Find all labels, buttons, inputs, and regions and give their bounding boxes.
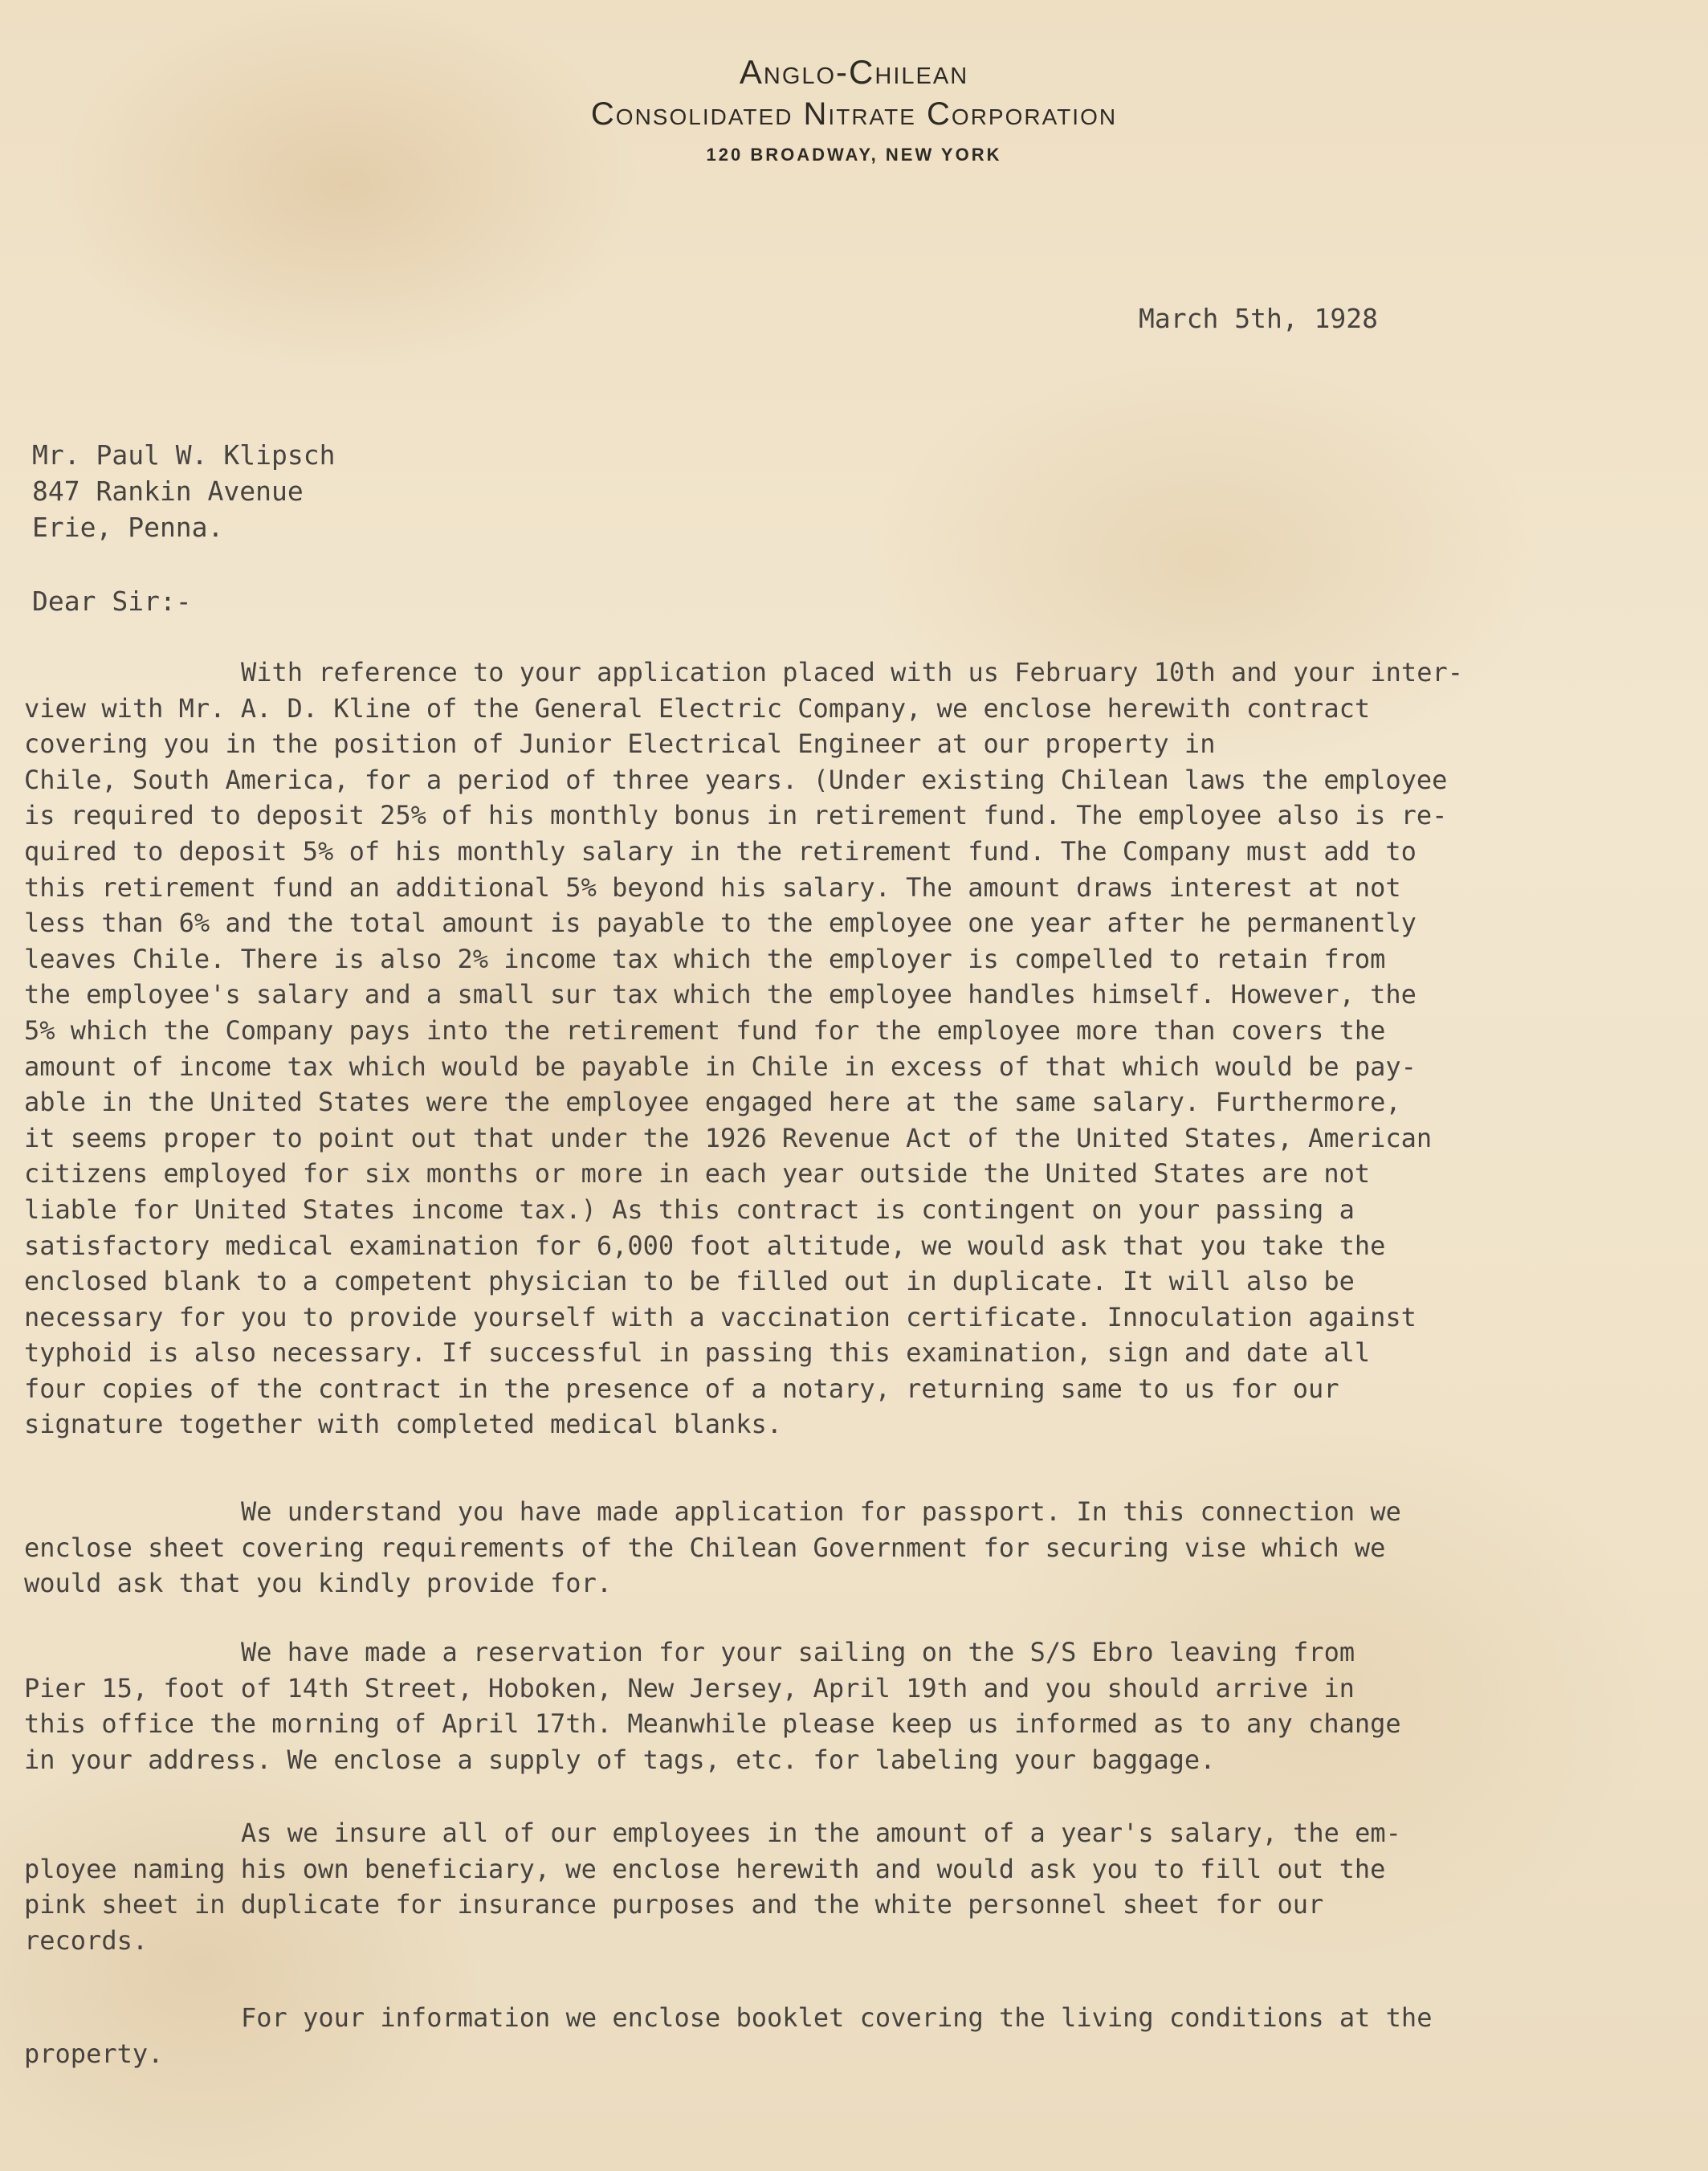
recipient-street: 847 Rankin Avenue (32, 475, 304, 507)
letterhead-company-line-1: Anglo-Chilean (739, 53, 969, 91)
body-paragraph-passport: We understand you have made application for passport. In this connection we enclose sheet covering requirements of the Chilean Government for securing vise which we would ask that you kindly provide for. (24, 1496, 1401, 1599)
letterhead-address: 120 BROADWAY, NEW YORK (706, 145, 1002, 165)
body-paragraph-contract: With reference to your application placed with us February 10th and your inter- view with Mr. A. D. Kline of the General Electric Company, we enclose herewith contract covering you in the position of Junior Electrical Engineer at our property in Chile, South America, for a period of three years. (Under existing Chilean laws the employee is required to deposit 25% of his monthly bonus in retirement fund. The employee also is re- quired to deposit 5% of his monthly salary in the retirement fund. The Company must add to this retirement fund an additional 5% beyond his salary. The amount draws interest at not less than 6% and the total amount is payable to the employee one year after he permanently leaves Chile. There is also 2% income tax which the employer is compelled to retain from the employee's salary and a small sur tax which the employee handles himself. However, the 5% which the Company pays into the retirement fund for the employee more than covers the amount of income tax which would be payable in Chile in excess of that which would be pay- able in the United States were the employee engaged here at the same salary. Furthermore, it seems proper to point out that under the 1926 Revenue Act of the United States, American citizens employed for six months or more in each year outside the United States are not liable for United States income tax.) As this contract is contingent on your passing a satisfactory medical examination for 6,000 foot altitude, we would ask that you take the enclosed blank to a competent physician to be filled out in duplicate. It will also be necessary for you to provide yourself with a vaccination certificate. Innoculation against typhoid is also necessary. If successful in passing this examination, sign and date all four copies of the contract in the presence of a notary, returning same to us for our signature together with completed medical blanks. (24, 657, 1463, 1440)
salutation: Dear Sir:- (32, 586, 192, 617)
recipient-city: Erie, Penna. (32, 512, 224, 543)
recipient-name: Mr. Paul W. Klipsch (32, 439, 336, 471)
body-paragraph-sailing: We have made a reservation for your sailing on the S/S Ebro leaving from Pier 15, foot of 14th Street, Hoboken, New Jersey, April 19th and you should arrive in this office the morning of April 17th. Meanwhile please keep us informed as to any change in your address. We enclose a supply of tags, etc. for labeling your baggage. (24, 1637, 1401, 1775)
body-paragraph-booklet: For your information we enclose booklet covering the living conditions at the property. (24, 2002, 1433, 2069)
letterhead-company-line-2: Consolidated Nitrate Corporation (590, 96, 1118, 132)
body-paragraph-insurance: As we insure all of our employees in the amount of a year's salary, the em- ployee naming his own beneficiary, we enclose herewith and would ask you to fill out the pink sheet in duplicate for insurance purposes and the white personnel sheet for our records. (24, 1818, 1401, 1956)
letter-date: March 5th, 1928 (1139, 303, 1379, 334)
